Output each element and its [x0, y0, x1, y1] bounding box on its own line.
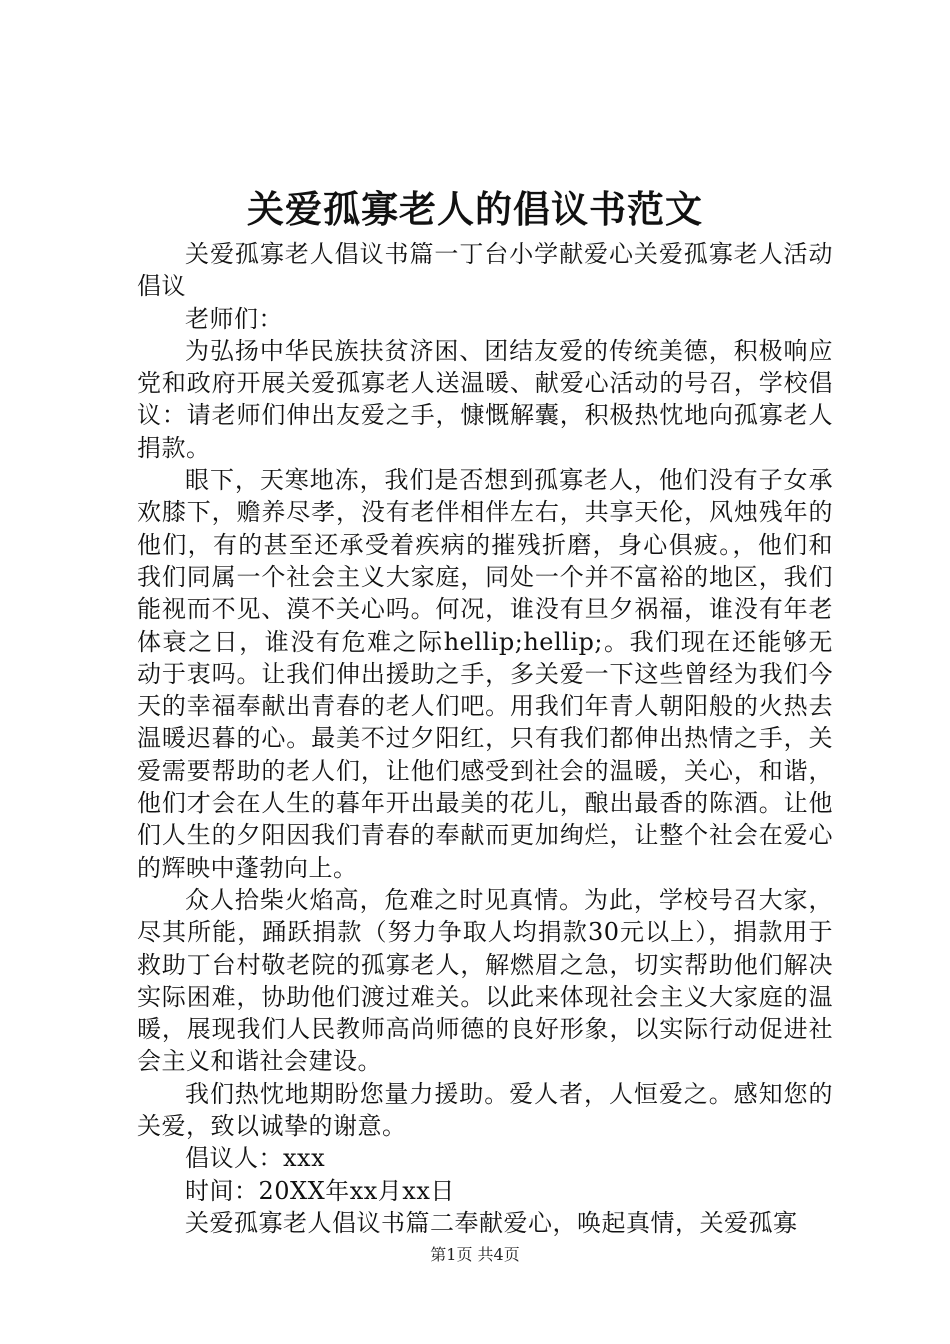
- paragraph-call-to-action: 众人拾柴火焰高，危难之时见真情。为此，学校号召大家，尽其所能，踊跃捐款（努力争取人均捐款30元以上），捐款用于救助丁台村敬老院的孤寡老人，解燃眉之急，切实帮助他们解决实际困难，协助他们渡过难关。以此来体现社会主义大家庭的温暖，展现我们人民教师高尚师德的良好形象，以实际行动促进社会主义和谐社会建设。: [137, 885, 833, 1076]
- paragraph-date: 时间：20XX年xx月xx日: [185, 1176, 455, 1205]
- paragraph-thanks: 我们热忱地期盼您量力援助。爱人者，人恒爱之。感知您的关爱，致以诚挚的谢意。: [137, 1079, 833, 1141]
- paragraph-intro: 关爱孤寡老人倡议书篇一丁台小学献爱心关爱孤寡老人活动倡议: [137, 240, 833, 301]
- paragraph-second-article-start: 关爱孤寡老人倡议书篇二奉献爱心，唤起真情，关爱孤寡: [185, 1208, 798, 1237]
- paragraph-situation: 眼下，天寒地冻，我们是否想到孤寡老人，他们没有子女承欢膝下，赡养尽孝，没有老伴相伴左右，共享天伦，风烛残年的他们，有的甚至还承受着疾病的摧残折磨，身心俱疲。，他们和我们同属一个社会主义大家庭，同处一个并不富裕的地区，我们能视而不见、漠不关心吗。何况，谁没有旦夕祸福，谁没有年老体衰之日，谁没有危难之际hellip;hellip;。我们现在还能够无动于衷吗。让我们伸出援助之手，多关爱一下这些曾经为我们今天的幸福奉献出青春的老人们吧。用我们年青人朝阳般的火热去温暖迟暮的心。最美不过夕阳红，只有我们都伸出热情之手，关爱需要帮助的老人们，让他们感受到社会的温暖，关心，和谐，他们才会在人生的暮年开出最美的花儿，酿出最香的陈酒。让他们人生的夕阳因我们青春的奉献而更加绚烂，让整个社会在爱心的辉映中蓬勃向上。: [137, 466, 833, 882]
- document-body: [137, 238, 833, 1239]
- paragraph-signer: 倡议人：xxx: [185, 1144, 326, 1173]
- paragraph-purpose: 为弘扬中华民族扶贫济困、团结友爱的传统美德，积极响应党和政府开展关爱孤寡老人送温暖、献爱心活动的号召，学校倡议：请老师们伸出友爱之手，慷慨解囊，积极热忱地向孤寡老人捐款。: [137, 336, 833, 462]
- document-title: 关爱孤寡老人的倡议书范文: [247, 187, 703, 231]
- page-number-footer: 第1页 共4页: [430, 1245, 520, 1264]
- paragraph-salutation: 老师们：: [185, 304, 283, 333]
